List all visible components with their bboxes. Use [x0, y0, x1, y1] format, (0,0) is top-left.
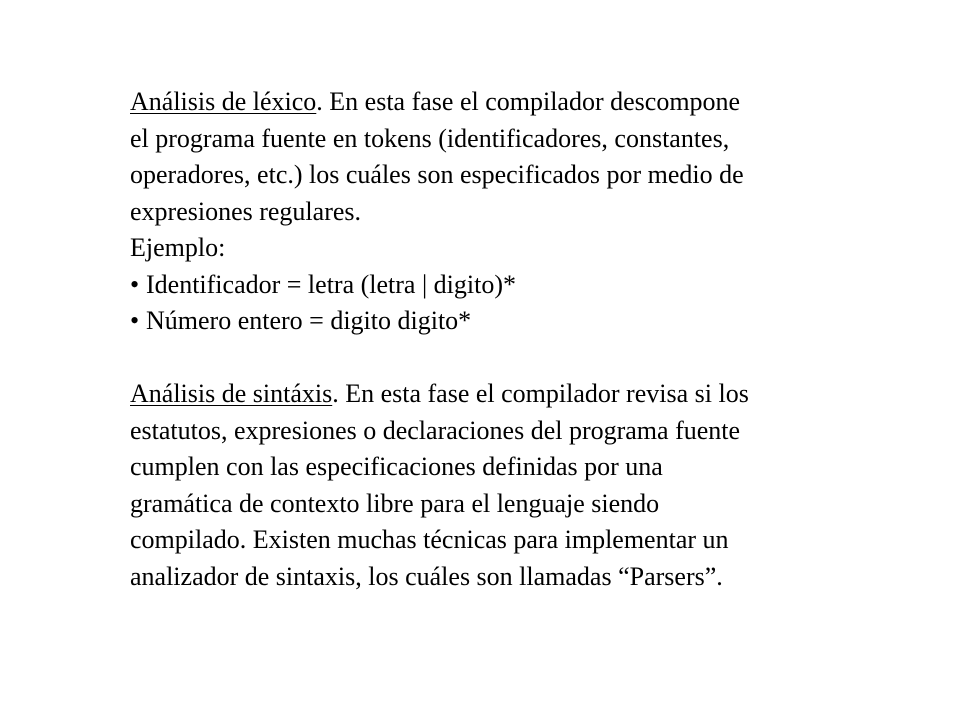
bullet-item-text: Identificador = letra (letra | digito)*	[146, 269, 516, 299]
syntax-first-line	[130, 376, 920, 413]
syntax-line: compilado. Existen muchas técnicas para implementar un	[130, 525, 729, 554]
lexical-line: operadores, etc.) los cuáles son especificados por medio de	[130, 160, 744, 189]
syntax-analysis-heading: Análisis de sintáxis	[130, 379, 333, 408]
lexical-analysis-paragraph	[130, 84, 920, 340]
paragraph-spacer	[130, 340, 920, 377]
lexical-line: el programa fuente en tokens (identificadores, constantes,	[130, 123, 730, 153]
bullet-item-text: Número entero = digito digito*	[146, 306, 472, 335]
bullet-icon: •	[130, 306, 140, 335]
lexical-first-line-text: . En esta fase el compilador descompone	[316, 87, 741, 116]
bullet-item	[130, 303, 920, 340]
syntax-analysis-paragraph	[130, 376, 920, 595]
syntax-line: gramática de contexto libre para el lenguaje siendo	[130, 488, 660, 518]
slide-content	[130, 84, 920, 595]
syntax-line: analizador de sintaxis, los cuáles son llamadas “Parsers”.	[130, 561, 723, 591]
syntax-line: estatutos, expresiones o declaraciones del programa fuente	[130, 415, 741, 445]
bullet-icon: •	[130, 269, 140, 299]
lexical-first-line	[130, 84, 920, 121]
syntax-first-line-text: . En esta fase el compilador revisa si los	[332, 379, 749, 408]
lexical-line: expresiones regulares.	[130, 196, 362, 226]
example-label: Ejemplo:	[130, 233, 226, 262]
syntax-line: cumplen con las especificaciones definidas por una	[130, 452, 663, 481]
lexical-analysis-heading: Análisis de léxico	[130, 87, 317, 116]
bullet-item	[130, 267, 920, 304]
